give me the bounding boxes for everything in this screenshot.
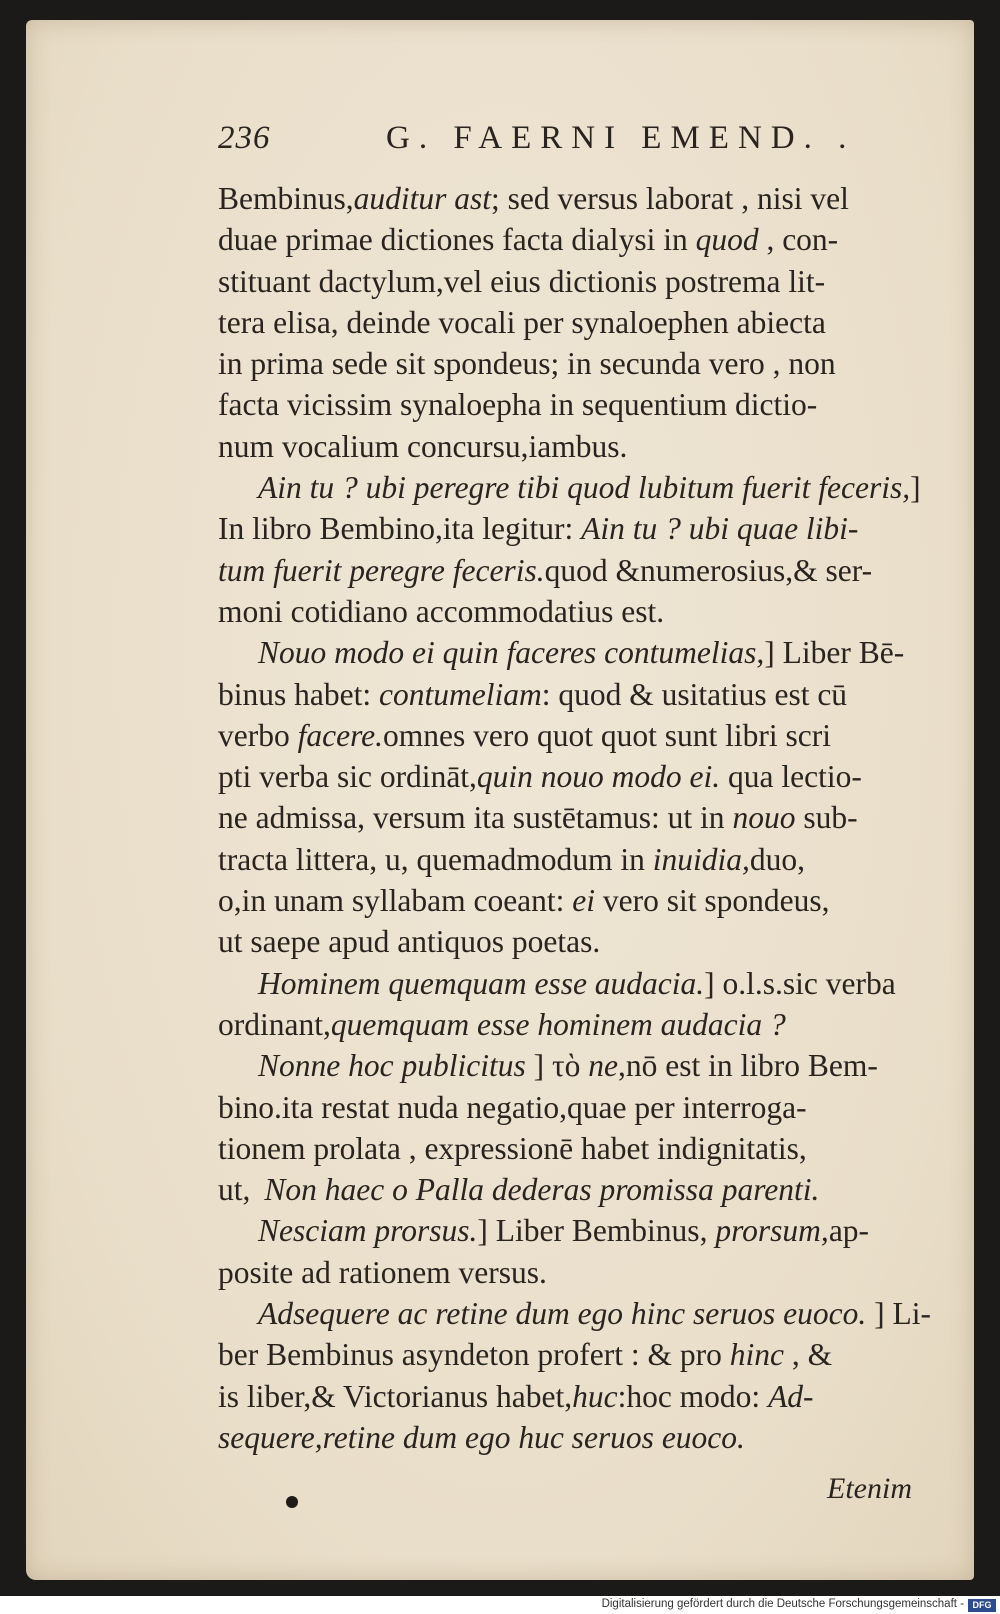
text-segment: ] Li- [866,1296,931,1332]
text-segment: num vocalium concursu,iambus. [218,428,628,464]
text-line [218,1376,954,1417]
text-line [218,302,954,343]
italic-segment: quin nouo modo ei. [476,759,721,795]
text-line [218,550,954,591]
text-segment: facta vicissim synaloepha in sequentium dictio- [218,387,818,423]
text-line [218,178,954,219]
dfg-logo-icon: DFG [968,1599,996,1612]
text-segment: duo, [749,841,806,877]
text-segment: o,in unam syllabam coeant: [218,883,573,919]
text-segment: bino.ita restat nuda negatio,quae per interroga- [218,1089,807,1125]
page-number: 236 [218,120,271,156]
text-segment: stituant dactylum,vel eius dictionis postrema lit- [218,263,826,299]
text-line [218,591,954,632]
text-segment: ] o.l.s.sic verba [704,965,896,1001]
text-segment: Bembinus, [218,181,354,216]
text-segment: , & [784,1337,833,1373]
text-segment: qua lectio- [720,759,862,795]
book-page [26,20,974,1580]
text-line [218,384,954,425]
text-block [218,120,954,1458]
text-line [218,1128,954,1169]
body-text [218,178,954,1458]
text-line [218,921,954,962]
text-segment: ordinant, [218,1006,331,1042]
text-segment: ut saepe apud antiquos poetas. [218,924,601,960]
text-segment: ne admissa, versum ita sustētamus: ut in [218,800,733,836]
italic-segment: prorsum, [715,1213,829,1249]
italic-segment: tum fuerit peregre feceris. [218,552,545,588]
text-segment: tera elisa, deinde vocali per synaloephen abiecta [218,304,826,340]
text-segment: verbo [218,717,298,753]
text-segment: ] τὸ [525,1048,589,1084]
footer-credit: Digitalisierung gefördert durch die Deutsche Forschungsgemeinschaft - [601,1598,964,1610]
running-head-title: G. FAERNI EMEND. . [386,120,856,156]
italic-segment: quemquam esse hominem audacia ? [330,1006,786,1042]
italic-segment: facere. [297,717,384,753]
italic-segment: Ain tu ? ubi quae libi- [581,511,859,547]
italic-segment: Adsequere ac retine dum ego hinc seruos euoco. [258,1296,867,1332]
italic-segment: Nesciam prorsus. [258,1213,478,1249]
text-segment: is liber,& Victorianus habet, [218,1378,573,1414]
italic-segment: Hominem quemquam esse audacia. [258,965,705,1001]
italic-segment: quod [695,222,759,258]
text-segment: ] Liber Bembinus, [477,1213,716,1249]
text-segment: binus habet: [218,676,379,712]
text-line [218,219,954,260]
text-segment: ber Bembinus asyndeton profert : & pro [218,1337,730,1373]
text-line [218,1087,954,1128]
text-line [218,1417,954,1458]
catchword: Etenim [827,1472,912,1505]
text-line [218,467,954,508]
italic-segment: Nouo modo ei quin faceres contumelias, [258,635,765,671]
italic-segment: Ain tu ? ubi peregre tibi quod lubitum fuerit feceris, [258,470,911,506]
text-segment: omnes vero quot quot sunt libri scri [383,717,831,753]
text-line [218,1004,954,1045]
text-segment: tionem prolata , expressionē habet indignitatis, [218,1130,807,1166]
text-segment: ] Liber Bē- [764,635,905,671]
italic-segment: nouo [732,800,796,836]
running-head [218,120,954,178]
text-segment: in prima sede sit spondeus; in secunda vero , non [218,346,836,382]
text-line [218,261,954,302]
text-line [218,715,954,756]
text-segment: ; sed versus laborat , nisi vel [491,181,849,216]
text-line [218,963,954,1004]
italic-segment: Non haec o Palla dederas promissa parenti. [264,1172,820,1208]
text-segment: moni cotidiano accommodatius est. [218,593,665,629]
italic-segment: hinc [729,1337,785,1373]
italic-segment: auditur ast [353,181,492,216]
text-segment: In libro Bembino,ita legitur: [218,511,582,547]
text-segment: ap- [828,1213,870,1249]
text-line [218,343,954,384]
text-segment: quod &numerosius,& ser- [544,552,873,588]
text-segment: duae primae dictiones facta dialysi in [218,222,696,258]
italic-segment: ne [588,1048,618,1084]
text-line [218,1210,954,1251]
text-segment: ut, [218,1172,251,1208]
italic-segment: contumeliam [378,676,542,712]
text-segment: sub- [795,800,858,836]
text-segment: , con- [758,222,839,258]
text-line [218,1169,954,1210]
italic-segment: ei [572,883,596,919]
text-line [218,674,954,715]
italic-segment: huc [572,1378,618,1414]
text-segment: tracta littera, u, quemadmodum in [218,841,653,877]
text-segment: ,nō est in libro Bem- [618,1048,878,1084]
text-line [218,508,954,549]
text-segment: ] [910,470,921,506]
text-segment: :hoc modo: [617,1378,769,1414]
italic-segment: inuidia, [652,841,750,877]
italic-segment: sequere,retine dum ego huc seruos euoco. [218,1419,745,1455]
text-line [218,756,954,797]
text-segment: pti verba sic ordināt, [218,759,477,795]
text-segment: : quod & usitatius est cū [541,676,848,712]
text-line [218,632,954,673]
italic-segment: Nonne hoc publicitus [258,1048,526,1084]
text-line [218,880,954,921]
italic-segment: Ad- [768,1378,814,1414]
text-line [218,1252,954,1293]
text-line [218,1334,954,1375]
text-line [218,797,954,838]
text-line [218,839,954,880]
text-segment: vero sit spondeus, [595,883,830,919]
text-line [218,1045,954,1086]
text-line [218,1293,954,1334]
text-line [218,426,954,467]
text-segment: posite ad rationem versus. [218,1254,547,1290]
printer-ornament-dot [286,1496,298,1508]
